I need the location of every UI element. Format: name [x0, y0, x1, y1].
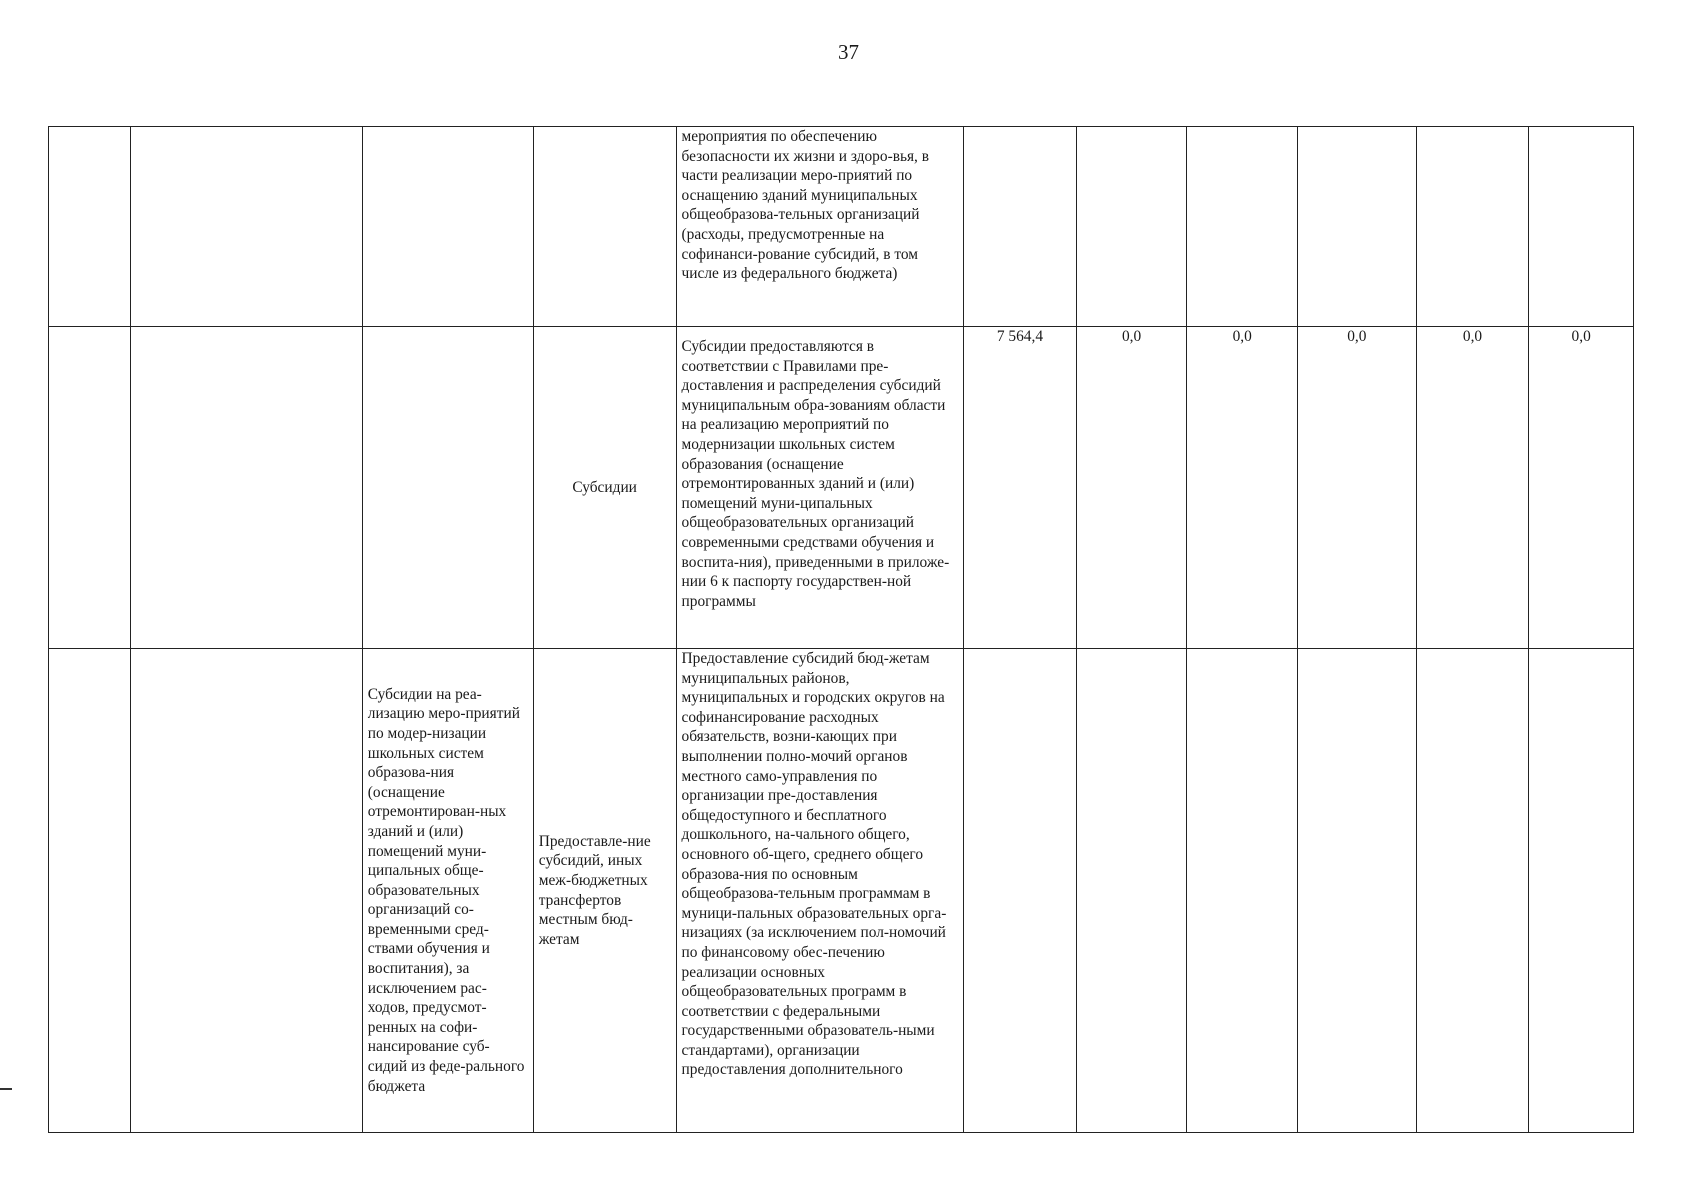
value-cell	[1529, 127, 1634, 327]
row-number-cell	[49, 127, 131, 327]
page-number: 37	[838, 40, 859, 64]
value-cell	[1187, 127, 1298, 327]
value-cell: 0,0	[1076, 327, 1187, 649]
value-cell	[1416, 127, 1529, 327]
mechanism-cell: Предоставле-ние субсидий, иных меж-бюджетных трансфертов местным бюд-жетам	[533, 649, 676, 1133]
value-cell	[1416, 649, 1529, 1133]
program-cell	[131, 127, 362, 327]
description-cell: мероприятия по обеспечению безопасности их жизни и здоро-вья, в части реализации меро-приятий по оснащению зданий муниципальных общеобразова-тельных организаций (расходы, предусмотренные на софинанси-рование субсидий, в том числе из федерального бюджета)	[676, 127, 964, 327]
mechanism-cell	[533, 127, 676, 327]
value-cell: 0,0	[1416, 327, 1529, 649]
table-row	[49, 649, 1634, 1133]
value-cell: 0,0	[1298, 327, 1417, 649]
value-cell: 0,0	[1529, 327, 1634, 649]
table-row	[49, 327, 1634, 649]
value-cell	[964, 649, 1077, 1133]
row-number-cell	[49, 649, 131, 1133]
row-number-cell	[49, 327, 131, 649]
budget-table	[48, 126, 1634, 1133]
value-cell	[1298, 127, 1417, 327]
value-cell: 0,0	[1187, 327, 1298, 649]
value-cell	[1076, 649, 1187, 1133]
description-cell: Предоставление субсидий бюд-жетам муниципальных районов, муниципальных и городских округов на софинансирование расходных обязательств, возни-кающих при выполнении полно-мочий органов местного само-управления по организации пре-доставления общедоступного и бесплатного дошкольного, на-чального общего, основного об-щего, среднего общего образова-ния по основным общеобразова-тельным программам в муници-пальных образовательных орга-низациях (за исключением пол-номочий по финансовому обес-печению реализации основных общеобразовательных программ в соответствии с федеральными государственными образователь-ными стандартами), организации предоставления дополнительного	[676, 649, 964, 1133]
value-cell	[1298, 649, 1417, 1133]
table-row	[49, 127, 1634, 327]
value-cell	[1076, 127, 1187, 327]
program-cell	[131, 327, 362, 649]
margin-mark	[0, 1088, 12, 1090]
value-cell	[1187, 649, 1298, 1133]
value-cell: 7 564,4	[964, 327, 1077, 649]
value-cell	[1529, 649, 1634, 1133]
measure-cell	[362, 327, 533, 649]
measure-cell: Субсидии на реа-лизацию меро-приятий по модер-низации школьных систем образова-ния (оснащение отремонтирован-ных зданий и (или) помещений муни-ципальных обще-образовательных организаций со-временными сред-ствами обучения и воспитания), за исключением рас-ходов, предусмот-ренных на софи-нансирование суб-сидий из феде-рального бюджета	[362, 649, 533, 1133]
mechanism-cell: Субсидии	[533, 327, 676, 649]
value-cell	[964, 127, 1077, 327]
program-cell	[131, 649, 362, 1133]
measure-cell	[362, 127, 533, 327]
description-cell: Субсидии предоставляются в соответствии с Правилами пре-доставления и распределения субсидий муниципальным обра-зованиям области на реализацию мероприятий по модернизации школьных систем образования (оснащение отремонтированных зданий и (или) помещений муни-ципальных общеобразовательных организаций современными средствами обучения и воспита-ния), приведенными в приложе-нии 6 к паспорту государствен-ной программы	[676, 327, 964, 649]
